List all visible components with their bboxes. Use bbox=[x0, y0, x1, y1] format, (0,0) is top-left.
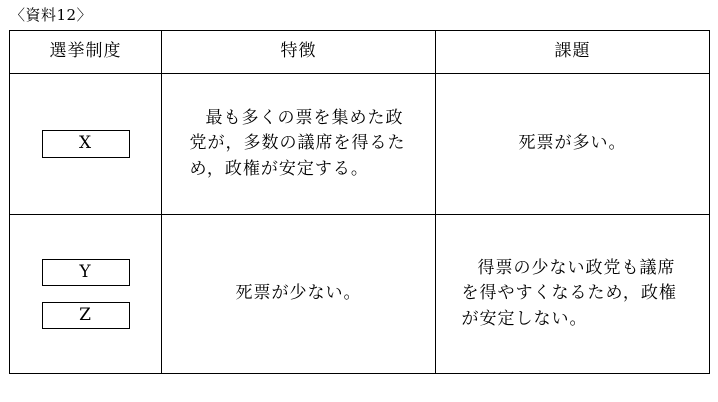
feature-cell-row1 bbox=[162, 74, 436, 215]
issue-text-row2: 得票の少ない政党も議席を得やすくなるため，政権が安定しない。 bbox=[461, 257, 677, 329]
figure-caption: 〈資料12〉 bbox=[10, 6, 93, 24]
feature-text-row2: 死票が少ない。 bbox=[235, 283, 362, 304]
answer-box-z: Z bbox=[42, 302, 130, 329]
token-group-row2 bbox=[16, 259, 155, 330]
table-row bbox=[10, 215, 710, 374]
system-cell-row2 bbox=[10, 215, 162, 374]
election-systems-table bbox=[9, 30, 710, 374]
issue-cell-row1 bbox=[436, 74, 710, 215]
issue-cell-row2 bbox=[436, 215, 710, 374]
column-header-feature: 特徴 bbox=[162, 31, 436, 74]
column-header-system: 選挙制度 bbox=[10, 31, 162, 74]
table-row bbox=[10, 74, 710, 215]
issue-text-row1: 死票が多い。 bbox=[518, 133, 627, 154]
feature-cell-row2 bbox=[162, 215, 436, 374]
column-header-issue: 課題 bbox=[436, 31, 710, 74]
feature-text-row1: 最も多くの票を集めた政党が，多数の議席を得るため，政権が安定する。 bbox=[189, 107, 406, 179]
answer-box-y: Y bbox=[42, 259, 130, 286]
system-cell-row1 bbox=[10, 74, 162, 215]
token-group-row1 bbox=[16, 130, 155, 157]
answer-box-x: X bbox=[42, 130, 130, 157]
table-header-row bbox=[10, 31, 710, 74]
